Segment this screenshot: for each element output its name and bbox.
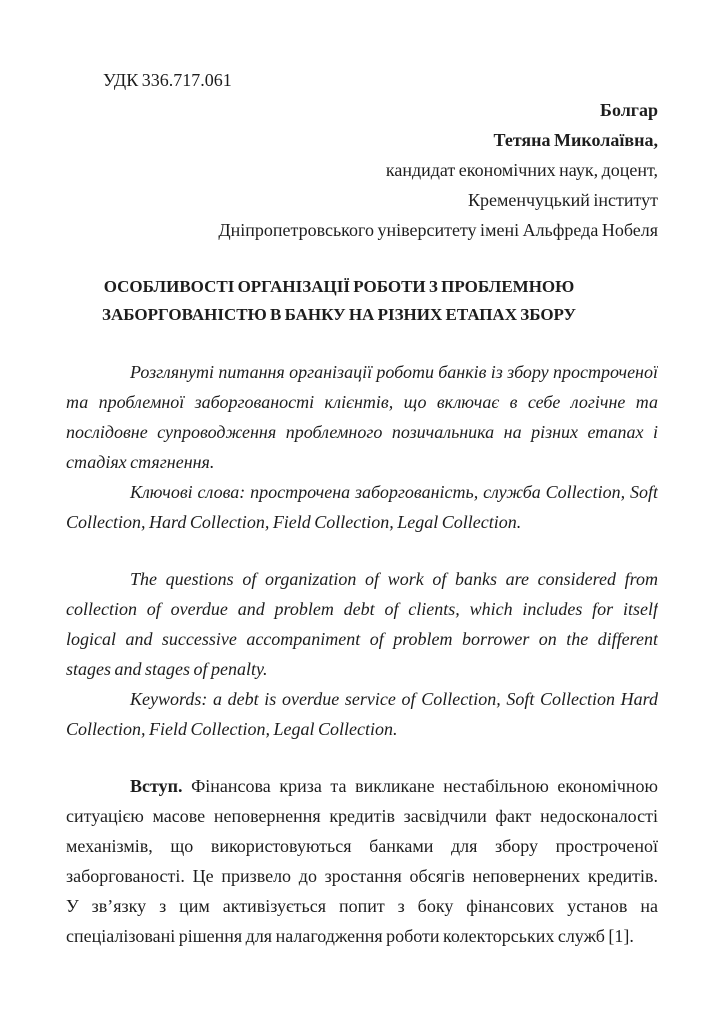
- article-title-line-1: ОСОБЛИВОСТІ ОРГАНІЗАЦІЇ РОБОТИ З ПРОБЛЕМНОЮ: [103, 277, 575, 296]
- keywords-en-line-2: Collection, Field Collection, Legal Collection.: [66, 719, 398, 739]
- intro-line-2: ситуацією масове неповернення кредитів засвідчили факт недосконалості: [66, 806, 658, 826]
- article-title: [66, 273, 612, 329]
- abstract-en-line-4: stages and stages of penalty.: [66, 659, 268, 679]
- intro-line-1: [66, 771, 658, 801]
- intro-line-3: механізмів, що використовуються банками для збору простроченої: [66, 836, 658, 856]
- intro-line-4: заборгованості. Це призвело до зростання обсягів неповернених кредитів.: [66, 866, 658, 886]
- intro-line-5: У зв’язку з цим активізується попит з боку фінансових установ на: [66, 896, 658, 916]
- abstract-ua-line-1: Розглянуті питання організації роботи банків із збору простроченої: [130, 362, 658, 382]
- abstract-en: [66, 564, 658, 684]
- keywords-en-line-1: Keywords: a debt is overdue service of Collection, Soft Collection Hard: [130, 689, 658, 709]
- keywords-ua-line-1: Ключові слова: прострочена заборгованість, служба Collection, Soft: [130, 482, 658, 502]
- keywords-en: [66, 684, 658, 744]
- abstract-en-line-2: collection of overdue and problem debt of clients, which includes for itself: [66, 599, 658, 619]
- abstract-ua-line-2: та проблемної заборгованості клієнтів, що включає в себе логічне та: [66, 392, 658, 412]
- author-university: Дніпропетровського університету імені Альфреда Нобеля: [218, 220, 658, 240]
- intro-line-6: спеціалізовані рішення для налагодження роботи колекторських служб [1].: [66, 926, 634, 946]
- author-given-name: Тетяна Миколаївна,: [493, 130, 658, 150]
- udc-number: УДК 336.717.061: [103, 70, 232, 90]
- keywords-ua-line-2: Collection, Hard Collection, Field Collection, Legal Collection.: [66, 512, 522, 532]
- author-block: [66, 95, 658, 245]
- author-institute: Кременчуцький інститут: [467, 190, 658, 210]
- abstract-en-line-1: The questions of organization of work of banks are considered from: [130, 569, 658, 589]
- intro-lead: Вступ.: [130, 776, 183, 796]
- abstract-en-line-3: logical and successive accompaniment of problem borrower on the different: [66, 629, 658, 649]
- author-degree: кандидат економічних наук, доцент,: [385, 160, 658, 180]
- author-surname: Болгар: [600, 100, 658, 120]
- abstract-ua: [66, 357, 658, 477]
- intro-line-1-text: Фінансова криза та викликане нестабільною економічною: [191, 776, 658, 796]
- abstract-ua-line-4: стадіях стягнення.: [66, 452, 215, 472]
- intro-paragraph: [66, 771, 658, 951]
- keywords-ua: [66, 477, 658, 537]
- abstract-ua-line-3: послідовне супроводження проблемного позичальника на різних етапах і: [66, 422, 658, 442]
- article-title-line-2: ЗАБОРГОВАНІСТЮ В БАНКУ НА РІЗНИХ ЕТАПАХ ЗБОРУ: [102, 305, 576, 324]
